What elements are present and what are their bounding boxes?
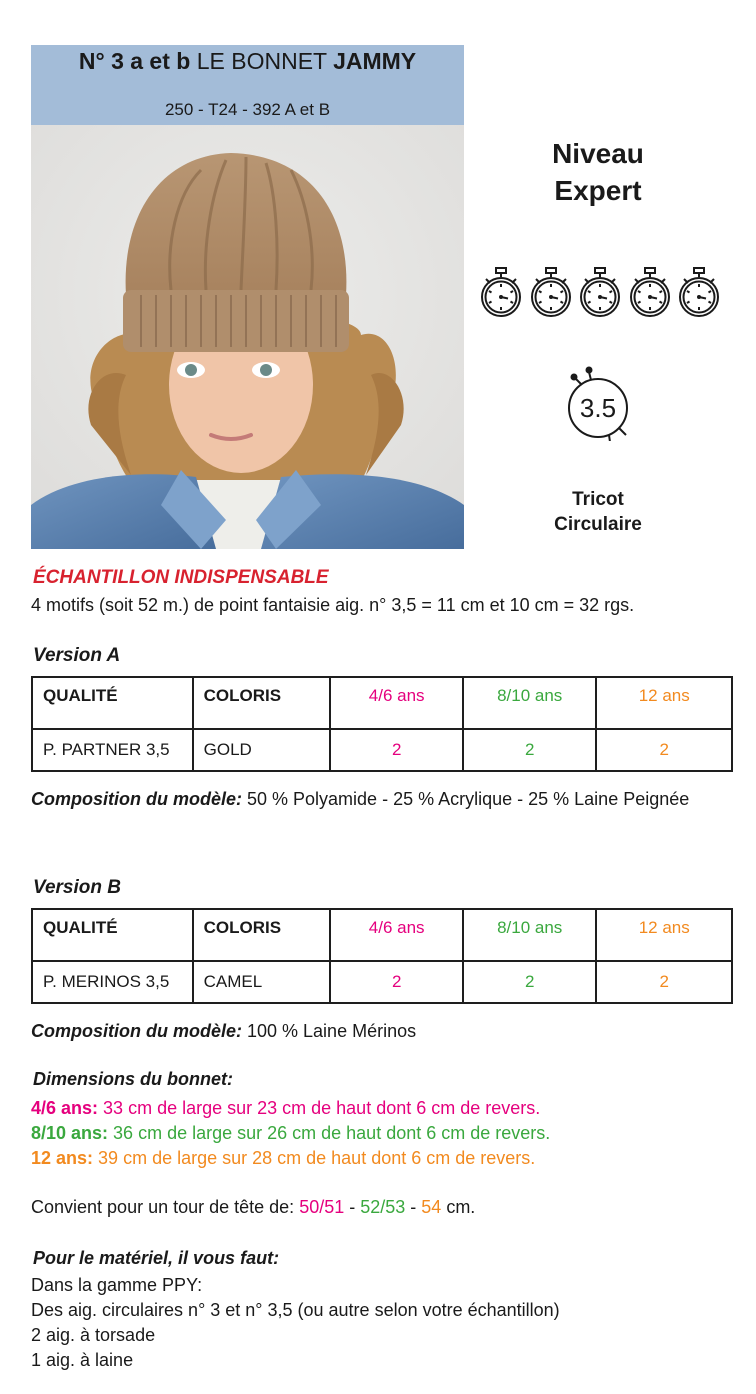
composition-label: Composition du modèle: [31, 789, 242, 809]
dimensions-title: Dimensions du bonnet: [33, 1069, 233, 1089]
difficulty-level [500, 135, 696, 209]
dimension-text: 33 cm de large sur 23 cm de haut dont 6 cm de revers. [98, 1098, 541, 1118]
model-photo [31, 125, 464, 549]
head-size-8-10: 52/53 [360, 1197, 406, 1217]
header-size-4-6: 4/6 ans [330, 677, 463, 729]
stopwatch-icon [480, 266, 522, 318]
header-size-8-10: 8/10 ans [463, 677, 597, 729]
cell-quality: P. PARTNER 3,5 [32, 729, 193, 771]
head-size-info [31, 1197, 475, 1218]
dimension-text: 39 cm de large sur 28 cm de haut dont 6 cm de revers. [93, 1148, 536, 1168]
head-size-prefix: Convient pour un tour de tête de: [31, 1197, 300, 1217]
version-a-table [31, 676, 733, 772]
dimension-line-4-6 [31, 1096, 540, 1120]
version-a-composition [31, 786, 736, 812]
head-size-12: 54 [421, 1197, 442, 1217]
material-item: 1 aig. à laine [31, 1350, 134, 1370]
head-size-4-6: 50/51 [299, 1197, 345, 1217]
pattern-reference: 250 - T24 - 392 A et B [164, 100, 331, 119]
pattern-title-text: LE BONNET [190, 48, 334, 74]
header-quality: QUALITÉ [32, 677, 193, 729]
needle-size: 3.5 [579, 393, 617, 423]
level-value: Expert [554, 175, 642, 206]
stopwatch-icon [629, 266, 671, 318]
dimension-size-label: 12 ans: [31, 1148, 94, 1168]
technique-line1: Tricot [572, 489, 624, 510]
pattern-title [31, 47, 464, 75]
separator: - [344, 1197, 361, 1217]
version-a-title: Version A [33, 645, 121, 666]
pattern-header [31, 45, 464, 125]
dimension-line-12 [31, 1146, 535, 1170]
cell-quality: P. MERINOS 3,5 [32, 961, 193, 1003]
version-b-table [31, 908, 733, 1004]
circular-needle-graphic [560, 365, 636, 441]
version-b-title: Version B [33, 877, 121, 898]
cell-color: GOLD [193, 729, 331, 771]
difficulty-rating [480, 266, 720, 320]
pattern-name: JAMMY [333, 48, 417, 74]
photo-illustration [31, 125, 464, 549]
cell-qty-8-10: 2 [463, 961, 597, 1003]
cell-qty-12: 2 [596, 729, 732, 771]
pattern-number: N° 3 a et b [78, 48, 191, 74]
composition-text: 100 % Laine Mérinos [242, 1021, 417, 1041]
cell-qty-8-10: 2 [463, 729, 597, 771]
technique-line2: Circulaire [554, 514, 642, 535]
composition-label: Composition du modèle: [31, 1021, 242, 1041]
header-color: COLORIS [193, 909, 331, 961]
material-item: 2 aig. à torsade [31, 1325, 156, 1345]
material-item: Dans la gamme PPY: [31, 1275, 203, 1295]
cell-qty-4-6: 2 [330, 961, 463, 1003]
circular-needle-icon [560, 365, 636, 441]
header-size-12: 12 ans [596, 909, 732, 961]
header-size-12: 12 ans [596, 677, 732, 729]
material-title: Pour le matériel, il vous faut: [33, 1248, 280, 1268]
stopwatch-icon [579, 266, 621, 318]
level-label: Niveau [552, 138, 644, 169]
dimension-text: 36 cm de large sur 26 cm de haut dont 6 cm de revers. [108, 1123, 551, 1143]
material-item: Des aig. circulaires n° 3 et n° 3,5 (ou autre selon votre échantillon) [31, 1300, 560, 1320]
dimension-size-label: 4/6 ans: [31, 1098, 99, 1118]
table-row [32, 729, 732, 771]
head-size-suffix: cm. [441, 1197, 476, 1217]
cell-color: CAMEL [193, 961, 331, 1003]
cell-qty-4-6: 2 [330, 729, 463, 771]
table-header-row [32, 909, 732, 961]
table-header-row [32, 677, 732, 729]
dimension-line-8-10 [31, 1121, 550, 1145]
gauge-text: 4 motifs (soit 52 m.) de point fantaisie aig. n° 3,5 = 11 cm et 10 cm = 32 rgs. [31, 595, 635, 615]
cell-qty-12: 2 [596, 961, 732, 1003]
header-color: COLORIS [193, 677, 331, 729]
header-quality: QUALITÉ [32, 909, 193, 961]
separator: - [405, 1197, 422, 1217]
technique-label [520, 487, 676, 537]
gauge-title: ÉCHANTILLON INDISPENSABLE [33, 567, 329, 588]
stopwatch-icon [678, 266, 720, 318]
table-row [32, 961, 732, 1003]
version-b-composition [31, 1018, 736, 1044]
stopwatch-icon [530, 266, 572, 318]
header-size-8-10: 8/10 ans [463, 909, 597, 961]
material-list [31, 1273, 560, 1373]
composition-text: 50 % Polyamide - 25 % Acrylique - 25 % Laine Peignée [242, 789, 690, 809]
header-size-4-6: 4/6 ans [330, 909, 463, 961]
dimension-size-label: 8/10 ans: [31, 1123, 109, 1143]
